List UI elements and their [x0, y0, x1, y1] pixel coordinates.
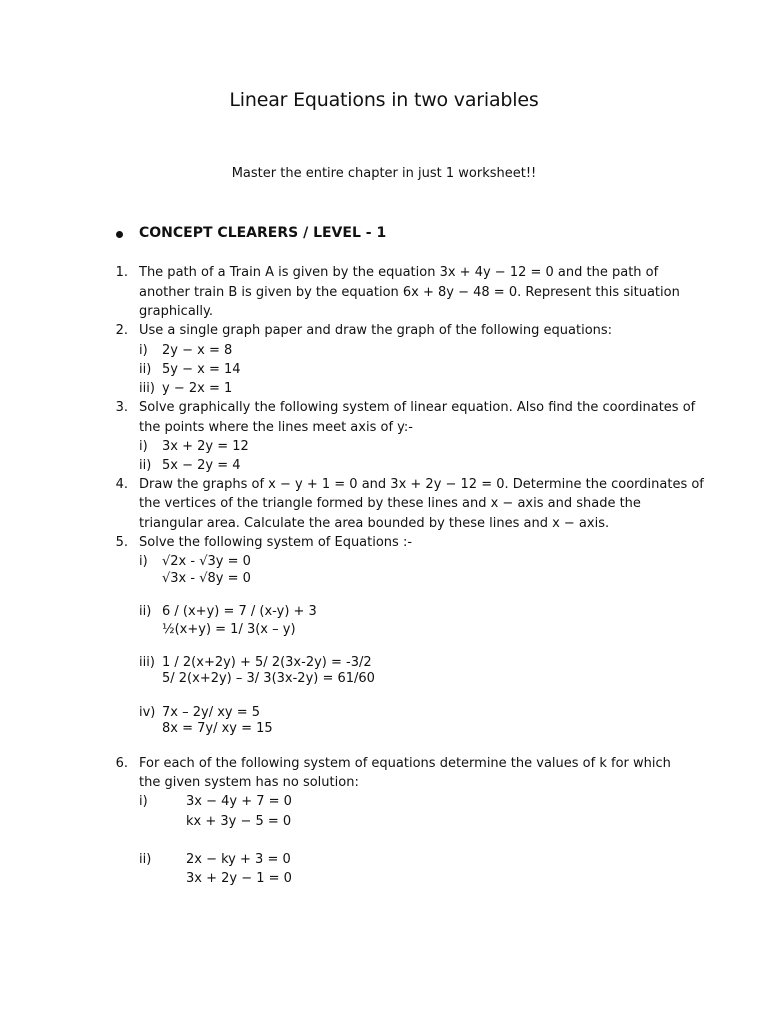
- section-heading: CONCEPT CLEARERS / LEVEL - 1: [139, 225, 387, 241]
- equation: 2y − x = 8: [162, 343, 233, 358]
- question-text: the given system has no solution:: [139, 775, 359, 790]
- bullet-icon: [116, 231, 123, 238]
- equation: 1 / 2(x+2y) + 5/ 2(3x-2y) = -3/2: [162, 655, 372, 670]
- sub-item-label: ii): [139, 362, 152, 377]
- equation: ½(x+y) = 1/ 3(x – y): [162, 622, 296, 637]
- equation: 7x – 2y/ xy = 5: [162, 705, 261, 720]
- sub-item-label: ii): [139, 458, 152, 473]
- question-text: another train B is given by the equation 6x + 8y − 48 = 0. Represent this situation: [139, 285, 680, 300]
- equation: 3x + 2y = 12: [162, 439, 249, 454]
- sub-item-label: ii): [139, 852, 152, 867]
- equation: √3x - √8y = 0: [162, 571, 251, 586]
- sub-item-label: i): [139, 554, 148, 569]
- question-text: The path of a Train A is given by the equation 3x + 4y − 12 = 0 and the path of: [139, 265, 659, 280]
- sub-item-label: i): [139, 439, 148, 454]
- sub-item-label: iii): [139, 655, 155, 670]
- equation: 6 / (x+y) = 7 / (x-y) + 3: [162, 604, 317, 619]
- equation: 5x − 2y = 4: [162, 458, 241, 473]
- sub-item-label: iv): [139, 705, 156, 720]
- equation: kx + 3y − 5 = 0: [186, 814, 292, 829]
- equation: √2x - √3y = 0: [162, 554, 251, 569]
- question-text: the vertices of the triangle formed by these lines and x − axis and shade the: [139, 496, 641, 511]
- question-text: Solve graphically the following system of linear equation. Also find the coordinates of: [139, 400, 696, 415]
- question-text: For each of the following system of equations determine the values of k for which: [139, 756, 671, 771]
- question-text: Solve the following system of Equations :-: [139, 535, 413, 550]
- equation: 3x + 2y − 1 = 0: [186, 871, 292, 886]
- equation: 5y − x = 14: [162, 362, 241, 377]
- question-number: 1.: [115, 265, 128, 280]
- question-text: triangular area. Calculate the area bounded by these lines and x − axis.: [139, 516, 610, 531]
- question-text: Use a single graph paper and draw the graph of the following equations:: [139, 323, 613, 338]
- question-number: 4.: [115, 477, 128, 492]
- question-number: 3.: [115, 400, 128, 415]
- question-number: 2.: [115, 323, 128, 338]
- equation: y − 2x = 1: [162, 381, 233, 396]
- question-text: the points where the lines meet axis of y:-: [139, 420, 413, 435]
- equation: 2x − ky + 3 = 0: [186, 852, 291, 867]
- question-number: 5.: [115, 535, 128, 550]
- question-text: graphically.: [139, 304, 213, 319]
- sub-item-label: ii): [139, 604, 152, 619]
- equation: 3x − 4y + 7 = 0: [186, 794, 292, 809]
- question-number: 6.: [115, 756, 128, 771]
- equation: 8x = 7y/ xy = 15: [162, 721, 273, 736]
- page-title: Linear Equations in two variables: [229, 89, 539, 111]
- question-text: Draw the graphs of x − y + 1 = 0 and 3x + 2y − 12 = 0. Determine the coordinates of: [139, 477, 704, 492]
- sub-item-label: iii): [139, 381, 155, 396]
- sub-item-label: i): [139, 343, 148, 358]
- sub-item-label: i): [139, 794, 148, 809]
- equation: 5/ 2(x+2y) – 3/ 3(3x-2y) = 61/60: [162, 671, 375, 686]
- page-subtitle: Master the entire chapter in just 1 worksheet!!: [231, 166, 537, 181]
